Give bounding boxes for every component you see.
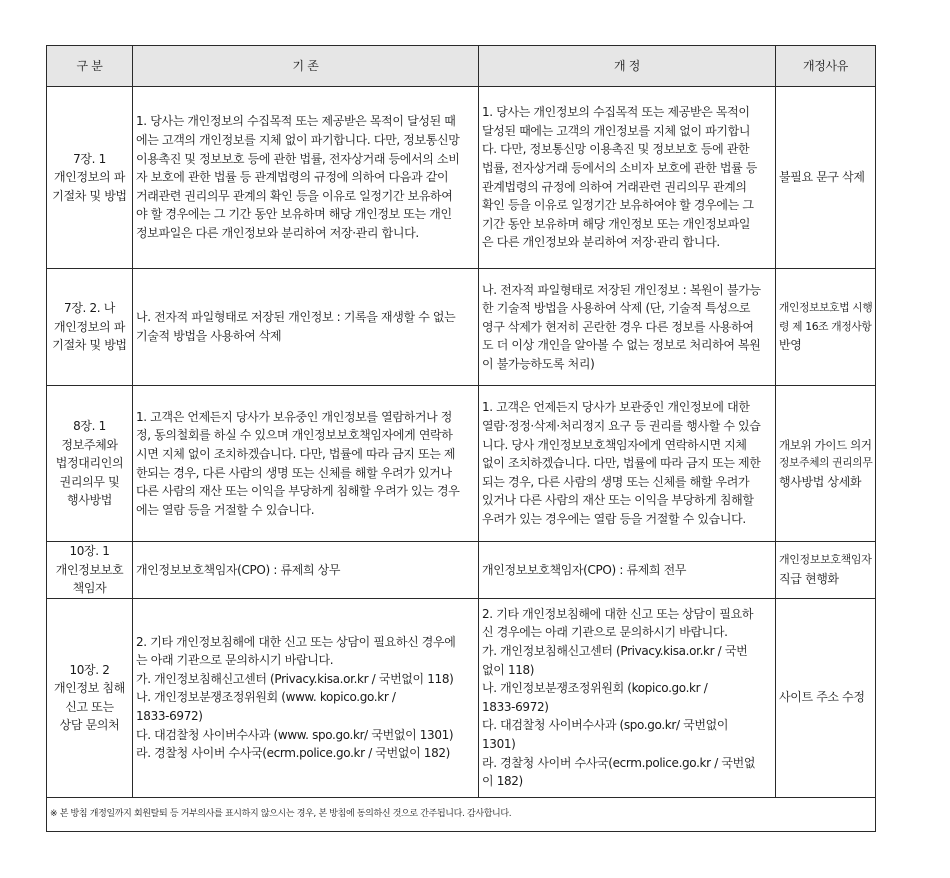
text-line: 라. 경찰청 사이버 수사국(ecrm.police.go.kr / 국번없 bbox=[482, 755, 756, 770]
section-line: 개인정보의 파 bbox=[54, 319, 125, 334]
reason-line: 불필요 문구 삭제 bbox=[779, 170, 865, 185]
reason-line: 개보위 가이드 의거 bbox=[779, 437, 872, 452]
text-line: 없이 118) bbox=[482, 662, 535, 677]
section-line: 상담 문의처 bbox=[59, 718, 120, 733]
text-line: 도 더 이상 개인을 알아볼 수 없는 정보로 처리하여 복원 bbox=[482, 338, 761, 353]
section-line: 7장. 1 bbox=[73, 151, 106, 166]
text-line: 이용촉진 및 정보보호 등에 관한 법률, 전자상거래 등에서의 소비 bbox=[136, 151, 460, 166]
revision-comparison-table bbox=[46, 45, 876, 832]
reason-line: 개인정보보호법 시행 bbox=[779, 301, 873, 315]
section-cell bbox=[47, 87, 133, 269]
text-line: 있거나 다른 사람의 재산 또는 이익을 부당하게 침해할 bbox=[482, 493, 754, 508]
table-header-row bbox=[47, 46, 876, 87]
header-after: 개 정 bbox=[479, 46, 776, 87]
section-line: 7장. 2. 나 bbox=[64, 301, 115, 316]
section-line: 법정대리인의 bbox=[55, 456, 124, 471]
text-line: 1833-6972) bbox=[482, 699, 549, 714]
table-row bbox=[47, 542, 876, 599]
reason-line: 직급 현행화 bbox=[779, 571, 839, 586]
text-line: 1301) bbox=[482, 736, 516, 751]
text-line: 다. 대검찰청 사이버수사과 (spo.go.kr/ 국번없이 bbox=[482, 718, 729, 733]
before-cell bbox=[133, 386, 479, 542]
text-line: 이 불가능하도록 처리) bbox=[482, 356, 595, 371]
text-line: 개인정보보호책임자(CPO) : 류제희 전무 bbox=[482, 562, 687, 577]
text-line: 1. 당사는 개인정보의 수집목적 또는 제공받은 목적이 bbox=[482, 105, 750, 120]
reason-line: 반영 bbox=[779, 338, 802, 353]
text-line: 기간 동안 보유하며 해당 개인정보 또는 개인정보파일 bbox=[482, 216, 751, 231]
text-line: 자 보호에 관한 법률 등 관계법령의 규정에 의하여 다음과 같이 bbox=[136, 170, 449, 185]
reason-line: 정보주체의 권리의무 bbox=[779, 456, 873, 470]
reason-line: 개인정보보호책임자 bbox=[779, 553, 872, 567]
text-line: 한되는 경우, 다른 사람의 생명 또는 신체를 해할 우려가 있거나 bbox=[136, 465, 452, 480]
section-cell bbox=[47, 542, 133, 599]
table-row bbox=[47, 269, 876, 386]
text-line: 기술적 방법을 사용하여 삭제 bbox=[136, 329, 282, 343]
text-line: 개인정보보호책임자(CPO) : 류제희 상무 bbox=[136, 562, 341, 577]
section-line: 정보주체와 bbox=[61, 437, 118, 452]
reason-line: 령 제 16조 개정사항 bbox=[779, 319, 872, 333]
table-row bbox=[47, 87, 876, 269]
text-line: 니다. 당사 개인정보보호책임자에게 연락하시면 지체 bbox=[482, 437, 747, 452]
before-cell bbox=[133, 542, 479, 599]
text-line: 거래관련 권리의무 관계의 확인 등을 이유로 일정기간 보유하여 bbox=[136, 188, 453, 203]
text-line: 우려가 있는 경우에는 열람 등을 거절할 수 있습니다. bbox=[482, 511, 746, 526]
footer-row bbox=[47, 797, 876, 831]
text-line: 는 아래 기관으로 문의하시기 바랍니다. bbox=[136, 653, 334, 668]
text-line: 확인 등을 이유로 일정기간 보유하여야 할 경우에는 그 bbox=[482, 198, 754, 213]
text-line: 관계법령의 규정에 의하여 거래관련 권리의무 관계의 bbox=[482, 179, 747, 194]
text-line: 나. 개인정보분쟁조정위원회 (www. kopico.go.kr / bbox=[136, 690, 396, 705]
text-line: 나. 전자적 파일형태로 저장된 개인정보 : 복원이 불가능 bbox=[482, 282, 761, 297]
section-cell bbox=[47, 386, 133, 542]
after-cell bbox=[479, 542, 776, 599]
text-line: 다른 사람의 재산 또는 이익을 부당하게 침해할 우려가 있는 경우 bbox=[136, 484, 460, 499]
text-line: 가. 개인정보침해신고센터 (Privacy.kisa.or.kr / 국번 bbox=[482, 644, 748, 658]
text-line: 법률, 전자상거래 등에서의 소비자 보호에 관한 법률 등 bbox=[482, 160, 758, 175]
text-line: 없이 조치하겠습니다. 다만, 법률에 따라 금지 또는 제한 bbox=[482, 456, 761, 471]
table-row bbox=[47, 386, 876, 542]
section-cell bbox=[47, 269, 133, 386]
before-cell bbox=[133, 269, 479, 386]
section-line: 10장. 2 bbox=[69, 662, 110, 677]
text-line: 열람·정정·삭제·처리정지 요구 등 권리를 행사할 수 있습 bbox=[482, 419, 761, 434]
text-line: 1. 당사는 개인정보의 수집목적 또는 제공받은 목적이 달성된 때 bbox=[136, 114, 456, 129]
text-line: 2. 기타 개인정보침해에 대한 신고 또는 상담이 필요하신 경우에 bbox=[136, 634, 456, 649]
text-line: 라. 경찰청 사이버 수사국(ecrm.police.go.kr / 국번없이 182) bbox=[136, 746, 450, 761]
section-line: 개인정보 침해 bbox=[54, 681, 125, 696]
reason-cell bbox=[776, 269, 876, 386]
section-line: 기절차 및 방법 bbox=[52, 188, 127, 203]
header-reason: 개정사유 bbox=[776, 46, 876, 87]
text-line: 2. 기타 개인정보침해에 대한 신고 또는 상담이 필요하 bbox=[482, 606, 754, 621]
after-cell bbox=[479, 87, 776, 269]
text-line: 가. 개인정보침해신고센터 (Privacy.kisa.or.kr / 국번없이 118) bbox=[136, 671, 454, 686]
text-line: 달성된 때에는 고객의 개인정보를 지체 없이 파기합니 bbox=[482, 123, 751, 138]
text-line: 에는 고객의 개인정보를 지체 없이 파기합니다. 다만, 정보통신망 bbox=[136, 133, 460, 148]
text-line: 1. 고객은 언제든지 당사가 보관중인 개인정보에 대한 bbox=[482, 400, 750, 415]
section-line: 기절차 및 방법 bbox=[52, 338, 127, 353]
text-line: 영구 삭제가 현저히 곤란한 경우 다른 정보를 사용하여 bbox=[482, 319, 754, 334]
header-category: 구 분 bbox=[47, 46, 133, 87]
text-line: 나. 개인정보분쟁조정위원회 (kopico.go.kr / bbox=[482, 681, 708, 696]
after-cell bbox=[479, 386, 776, 542]
section-line: 권리의무 및 bbox=[59, 474, 120, 489]
text-line: 시면 지체 없이 조치하겠습니다. 다만, 법률에 따라 금지 또는 제 bbox=[136, 446, 456, 461]
text-line: 나. 전자적 파일형태로 저장된 개인정보 : 기록을 재생할 수 없는 bbox=[136, 310, 456, 325]
text-line: 1. 고객은 언제든지 당사가 보유중인 개인정보를 열람하거나 정 bbox=[136, 409, 453, 424]
text-line: 야 할 경우에는 그 기간 동안 보유하며 해당 개인정보 또는 개인 bbox=[136, 207, 452, 222]
reason-line: 행사방법 상세화 bbox=[779, 474, 862, 489]
before-cell bbox=[133, 87, 479, 269]
reason-cell bbox=[776, 87, 876, 269]
text-line: 정보파일은 다른 개인정보와 분리하여 저장·관리 합니다. bbox=[136, 225, 419, 240]
reason-cell bbox=[776, 598, 876, 797]
after-cell bbox=[479, 598, 776, 797]
table-row bbox=[47, 598, 876, 797]
text-line: 은 다른 개인정보와 분리하여 저장·관리 합니다. bbox=[482, 235, 720, 250]
text-line: 한 기술적 방법을 사용하여 삭제 (단, 기술적 특성으로 bbox=[482, 301, 751, 316]
section-line: 10장. 1 bbox=[69, 544, 110, 558]
before-cell bbox=[133, 598, 479, 797]
text-line: 에는 열람 등을 거절할 수 있습니다. bbox=[136, 502, 315, 517]
text-line: 되는 경우, 다른 사람의 생명 또는 신체를 해할 우려가 bbox=[482, 474, 750, 489]
text-line: 다. 다만, 정보통신망 이용촉진 및 정보보호 등에 관한 bbox=[482, 142, 750, 157]
text-line: 1833-6972) bbox=[136, 709, 203, 724]
section-cell bbox=[47, 598, 133, 797]
reason-cell bbox=[776, 386, 876, 542]
text-line: 신 경우에는 아래 기관으로 문의하시기 바랍니다. bbox=[482, 625, 728, 640]
section-line: 책임자 bbox=[72, 581, 107, 596]
header-before: 기 존 bbox=[133, 46, 479, 87]
text-line: 다. 대검찰청 사이버수사과 (www. spo.go.kr/ 국번없이 1301) bbox=[136, 727, 454, 742]
section-line: 개인정보보호 bbox=[55, 562, 124, 577]
section-line: 신고 또는 bbox=[65, 699, 114, 714]
reason-line: 사이트 주소 수정 bbox=[779, 690, 865, 705]
reason-cell bbox=[776, 542, 876, 599]
section-line: 8장. 1 bbox=[73, 419, 106, 434]
section-line: 개인정보의 파 bbox=[54, 170, 125, 185]
text-line: 정, 동의철회를 하실 수 있으며 개인정보보호책임자에게 연락하 bbox=[136, 428, 453, 443]
after-cell bbox=[479, 269, 776, 386]
section-line: 행사방법 bbox=[67, 493, 112, 508]
footer-note: ※ 본 방침 개정일까지 회원탈퇴 등 거부의사를 표시하지 않으시는 경우, 본 방침에 동의하신 것으로 간주됩니다. 감사합니다. bbox=[47, 797, 876, 831]
text-line: 이 182) bbox=[482, 774, 523, 789]
